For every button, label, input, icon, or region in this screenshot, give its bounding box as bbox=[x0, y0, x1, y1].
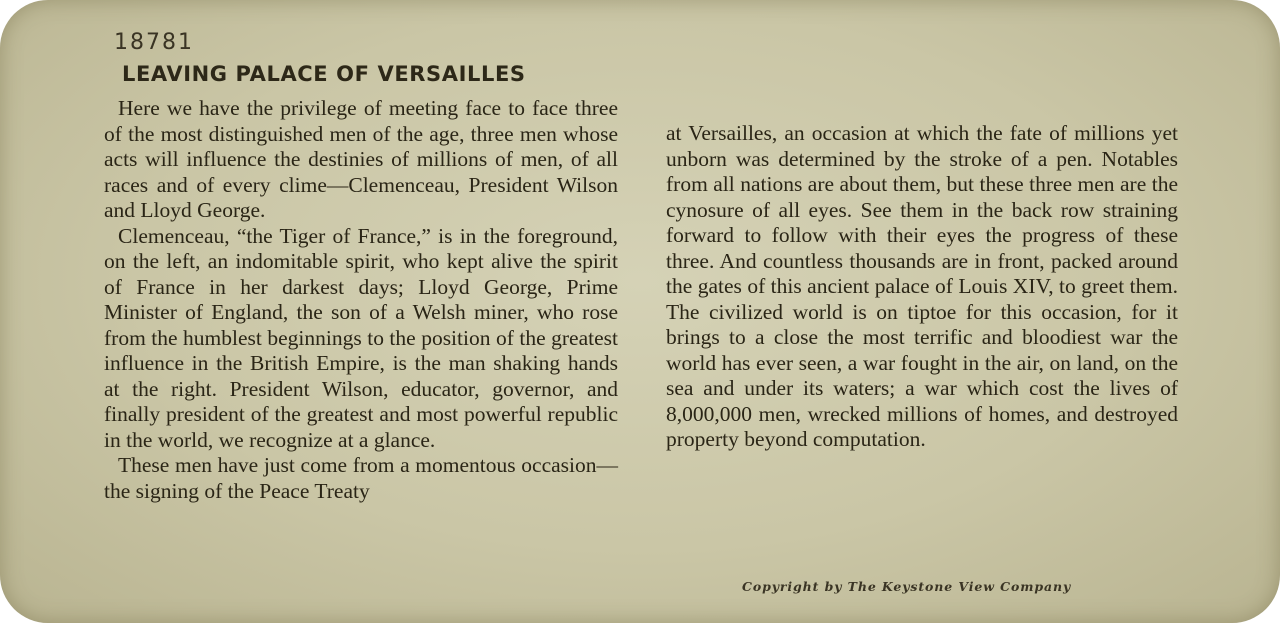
copyright-notice: Copyright by The Keystone View Company bbox=[742, 579, 1072, 594]
right-text-column bbox=[666, 121, 1178, 453]
paragraph: Clemenceau, “the Tiger of France,” is in the foreground, on the left, an indomitable spirit, who kept alive the spirit of France in her darkest days; Lloyd George, Prime Minister of England, the son of a Welsh miner, who rose from the humblest beginnings to the position of the greatest influence in the British Empire, is the man shaking hands at the right. President Wilson, educator, governor, and finally president of the greatest and most powerful republic in the world, we recognize at a glance. bbox=[104, 223, 618, 452]
paragraph: at Versailles, an occasion at which the fate of millions yet unborn was determined by the stroke of a pen. Notables from all nations are about them, but these three men are the cynosure of all eyes. See them in the back row straining forward to follow with their eyes the progress of these three. And countless thousands are in front, packed around the gates of this ancient palace of Louis XIV, to greet them. The civilized world is on tiptoe for this occasion, for it brings to a close the most terrific and bloodiest war the world has ever seen, a war fought in the air, on land, on the sea and under its waters; a war which cost the lives of 8,000,000 men, wrecked millions of homes, and destroyed property beyond computation. bbox=[666, 121, 1178, 451]
card-title: LEAVING PALACE OF VERSAILLES bbox=[122, 62, 526, 86]
paragraph: These men have just come from a momentous occasion—the signing of the Peace Treaty bbox=[104, 453, 618, 503]
catalog-number: 18781 bbox=[114, 30, 194, 55]
paragraph: Here we have the privilege of meeting face to face three of the most distinguished men of the age, three men whose acts will influence the destinies of millions of men, of all races and of every clime—Clemenceau, President Wilson and Lloyd George. bbox=[104, 96, 618, 222]
left-text-column bbox=[104, 96, 618, 504]
